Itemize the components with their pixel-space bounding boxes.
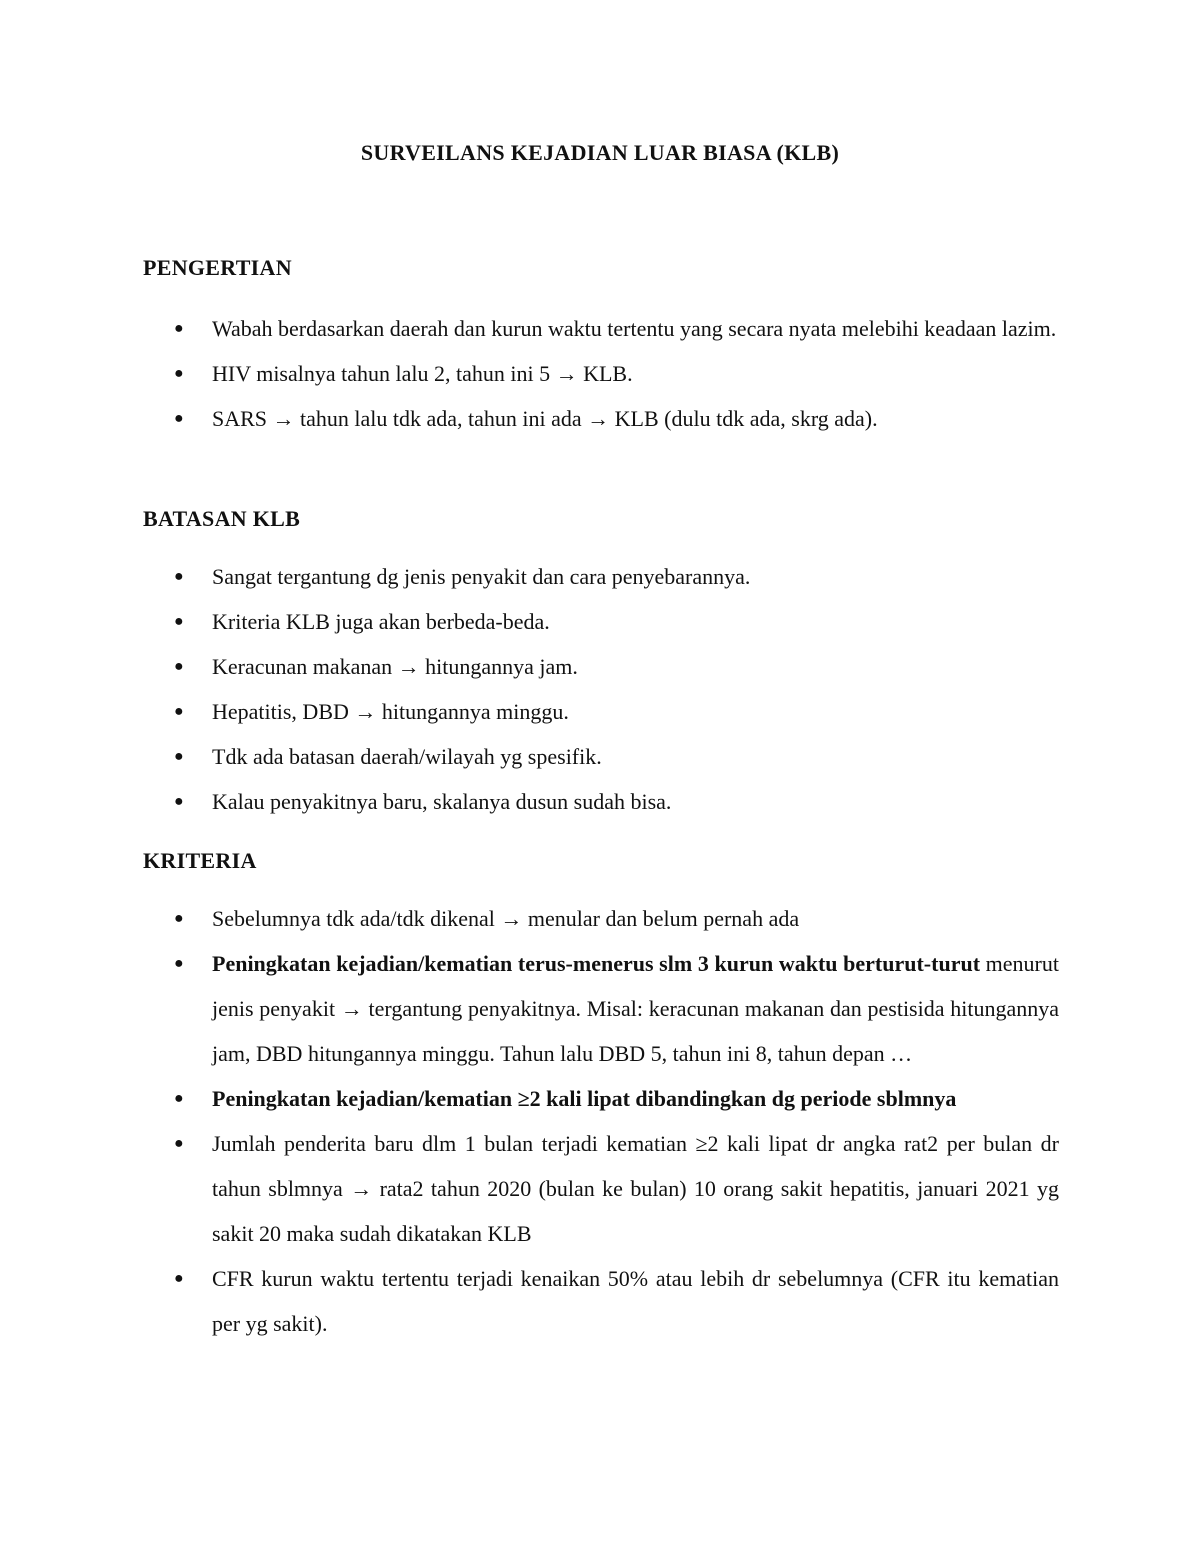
list-item-text: Kriteria KLB juga akan berbeda-beda. bbox=[212, 609, 550, 634]
bullet-icon: ● bbox=[174, 410, 184, 427]
list-item-text: Hepatitis, DBD → hitungannya minggu. bbox=[212, 699, 569, 724]
pengertian-list bbox=[0, 306, 1200, 441]
bullet-icon: ● bbox=[174, 1090, 184, 1107]
bullet-icon: ● bbox=[174, 1135, 184, 1152]
list-item bbox=[0, 1076, 1059, 1121]
list-item-text: Kalau penyakitnya baru, skalanya dusun sudah bisa. bbox=[212, 789, 672, 814]
list-item-text: Keracunan makanan → hitungannya jam. bbox=[212, 654, 578, 679]
list-item bbox=[0, 1121, 1059, 1256]
list-item-text: Wabah berdasarkan daerah dan kurun waktu tertentu yang secara nyata melebihi keadaan lazim. bbox=[212, 316, 1057, 341]
document-title: SURVEILANS KEJADIAN LUAR BIASA (KLB) bbox=[360, 140, 840, 165]
list-item-text: Sebelumnya tdk ada/tdk dikenal → menular dan belum pernah ada bbox=[212, 906, 800, 931]
bullet-icon: ● bbox=[174, 658, 184, 675]
list-item-text: Jumlah penderita baru dlm 1 bulan terjadi kematian ≥2 kali lipat dr angka rat2 per bulan dr tahun sblmnya → rata2 tahun 2020 (bulan ke bulan) 10 orang sakit hepatitis, januari 2021 yg sakit 20 maka sudah dikatakan KLB bbox=[212, 1131, 1059, 1246]
list-item-text: SARS → tahun lalu tdk ada, tahun ini ada → KLB (dulu tdk ada, skrg ada). bbox=[212, 406, 878, 431]
bullet-icon: ● bbox=[174, 320, 184, 337]
list-item-text: Sangat tergantung dg jenis penyakit dan cara penyebarannya. bbox=[212, 564, 751, 589]
list-item bbox=[0, 306, 1059, 351]
bullet-icon: ● bbox=[174, 748, 184, 765]
list-item bbox=[0, 896, 1059, 941]
section-heading-kriteria: KRITERIA bbox=[143, 848, 257, 873]
bullet-icon: ● bbox=[174, 1270, 184, 1287]
list-item-text: CFR kurun waktu tertentu terjadi kenaikan 50% atau lebih dr sebelumnya (CFR itu kematian per yg sakit). bbox=[212, 1266, 1059, 1336]
bullet-icon: ● bbox=[174, 910, 184, 927]
list-item bbox=[0, 689, 1059, 734]
list-item bbox=[0, 554, 1059, 599]
kriteria-list bbox=[0, 896, 1200, 1346]
list-item-text: HIV misalnya tahun lalu 2, tahun ini 5 → KLB. bbox=[212, 361, 633, 386]
list-item bbox=[0, 599, 1059, 644]
list-item-bold-text: Peningkatan kejadian/kematian terus-menerus slm 3 kurun waktu berturut-turut bbox=[212, 951, 981, 976]
list-item-bold-text: Peningkatan kejadian/kematian ≥2 kali lipat dibandingkan dg periode sblmnya bbox=[212, 1086, 957, 1111]
section-heading-pengertian: PENGERTIAN bbox=[143, 255, 292, 280]
batasan-klb-list bbox=[0, 554, 1200, 824]
section-heading-batasan-klb: BATASAN KLB bbox=[143, 506, 301, 531]
list-item-text: Tdk ada batasan daerah/wilayah yg spesifik. bbox=[212, 744, 602, 769]
bullet-icon: ● bbox=[174, 703, 184, 720]
list-item bbox=[0, 396, 1059, 441]
list-item bbox=[0, 1256, 1059, 1346]
bullet-icon: ● bbox=[174, 365, 184, 382]
list-item bbox=[0, 779, 1059, 824]
list-item bbox=[0, 734, 1059, 779]
list-item bbox=[0, 644, 1059, 689]
bullet-icon: ● bbox=[174, 793, 184, 810]
list-item-text: menurut jenis penyakit → tergantung penyakitnya. Misal: keracunan makanan dan pestisida hitungannya jam, DBD hitungannya minggu. Tahun lalu DBD 5, tahun ini 8, tahun depan … bbox=[212, 951, 1059, 1066]
bullet-icon: ● bbox=[174, 613, 184, 630]
bullet-icon: ● bbox=[174, 568, 184, 585]
bullet-icon: ● bbox=[174, 955, 184, 972]
list-item bbox=[0, 351, 1059, 396]
list-item bbox=[0, 941, 1059, 1076]
